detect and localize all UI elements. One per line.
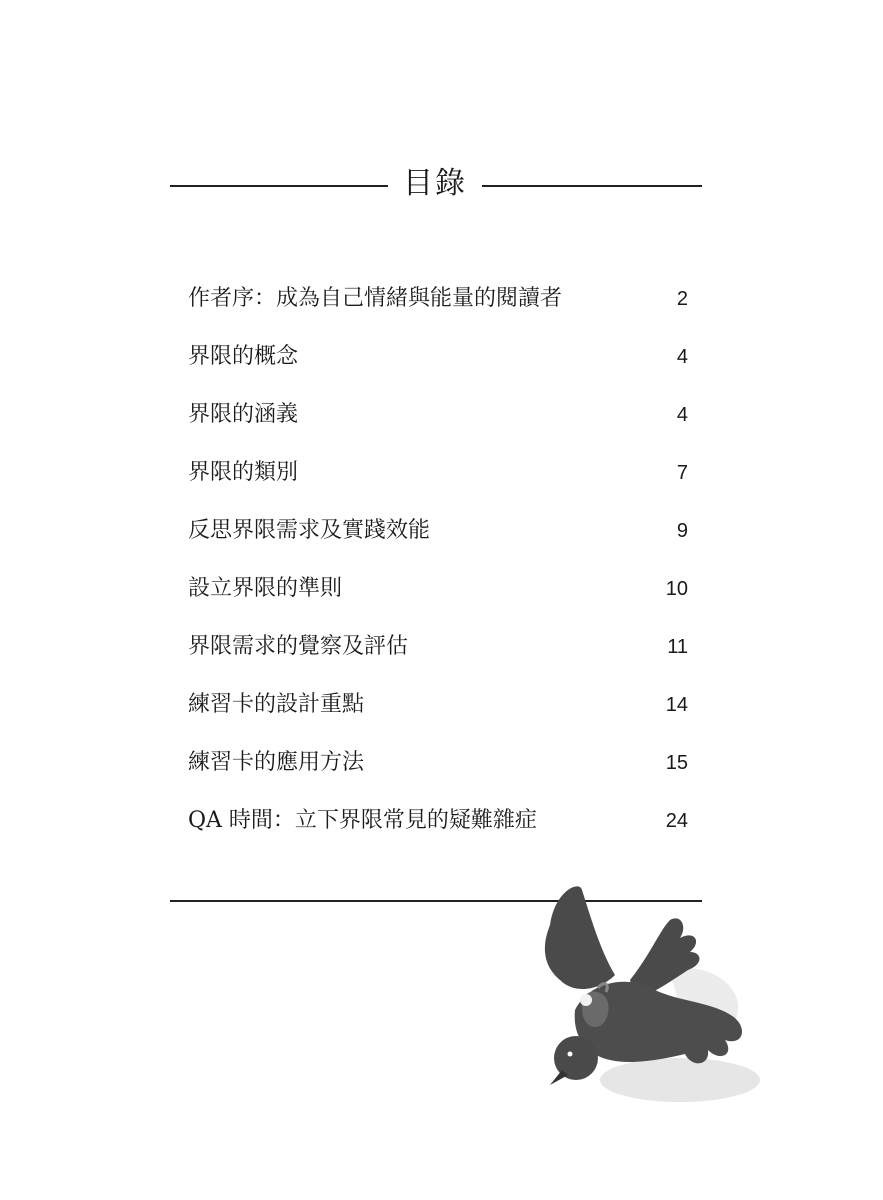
bird-shadow bbox=[600, 1058, 760, 1102]
toc-entry[interactable] bbox=[188, 618, 688, 676]
table-of-contents bbox=[188, 270, 688, 850]
toc-entry-label: 界限的類別 bbox=[188, 460, 299, 485]
upper-wing bbox=[545, 886, 615, 989]
toc-entry-page: 4 bbox=[676, 404, 688, 426]
toc-entry-page: 9 bbox=[676, 520, 688, 542]
toc-entry-page: 15 bbox=[665, 752, 688, 774]
title-rule-left bbox=[170, 185, 388, 187]
toc-entry[interactable] bbox=[188, 792, 688, 850]
toc-header bbox=[170, 158, 702, 214]
toc-entry-page: 10 bbox=[665, 578, 688, 600]
toc-entry-label: 反思界限需求及實踐效能 bbox=[188, 518, 431, 543]
toc-entry-label: 設立界限的準則 bbox=[188, 576, 343, 601]
title-rule-right bbox=[482, 185, 702, 187]
toc-entry-label: 作者序：成為自己情緒與能量的閱讀者 bbox=[188, 286, 563, 311]
toc-entry-page: 14 bbox=[665, 694, 688, 716]
toc-entry-page: 24 bbox=[665, 810, 688, 832]
toc-entry[interactable] bbox=[188, 328, 688, 386]
toc-entry-page: 4 bbox=[676, 346, 688, 368]
crow-illustration bbox=[520, 870, 770, 1120]
toc-entry-label: 界限的涵義 bbox=[188, 402, 299, 427]
toc-entry[interactable] bbox=[188, 560, 688, 618]
cat-face bbox=[580, 994, 592, 1006]
toc-entry[interactable] bbox=[188, 444, 688, 502]
toc-entry-label: 練習卡的應用方法 bbox=[188, 750, 365, 775]
toc-entry-label: 界限需求的覺察及評估 bbox=[188, 634, 409, 659]
toc-entry-page: 11 bbox=[667, 636, 688, 658]
page-title: 目錄 bbox=[403, 166, 467, 201]
bird-eye bbox=[568, 1052, 573, 1057]
toc-entry-page: 7 bbox=[676, 462, 688, 484]
toc-entry[interactable] bbox=[188, 676, 688, 734]
toc-entry-label: 練習卡的設計重點 bbox=[188, 692, 365, 717]
toc-entry[interactable] bbox=[188, 502, 688, 560]
toc-entry-label: QA 時間：立下界限常見的疑難雜症 bbox=[188, 808, 537, 833]
toc-entry-page: 2 bbox=[676, 288, 688, 310]
toc-entry[interactable] bbox=[188, 386, 688, 444]
toc-entry[interactable] bbox=[188, 270, 688, 328]
toc-entry-label: 界限的概念 bbox=[188, 344, 299, 369]
toc-entry[interactable] bbox=[188, 734, 688, 792]
